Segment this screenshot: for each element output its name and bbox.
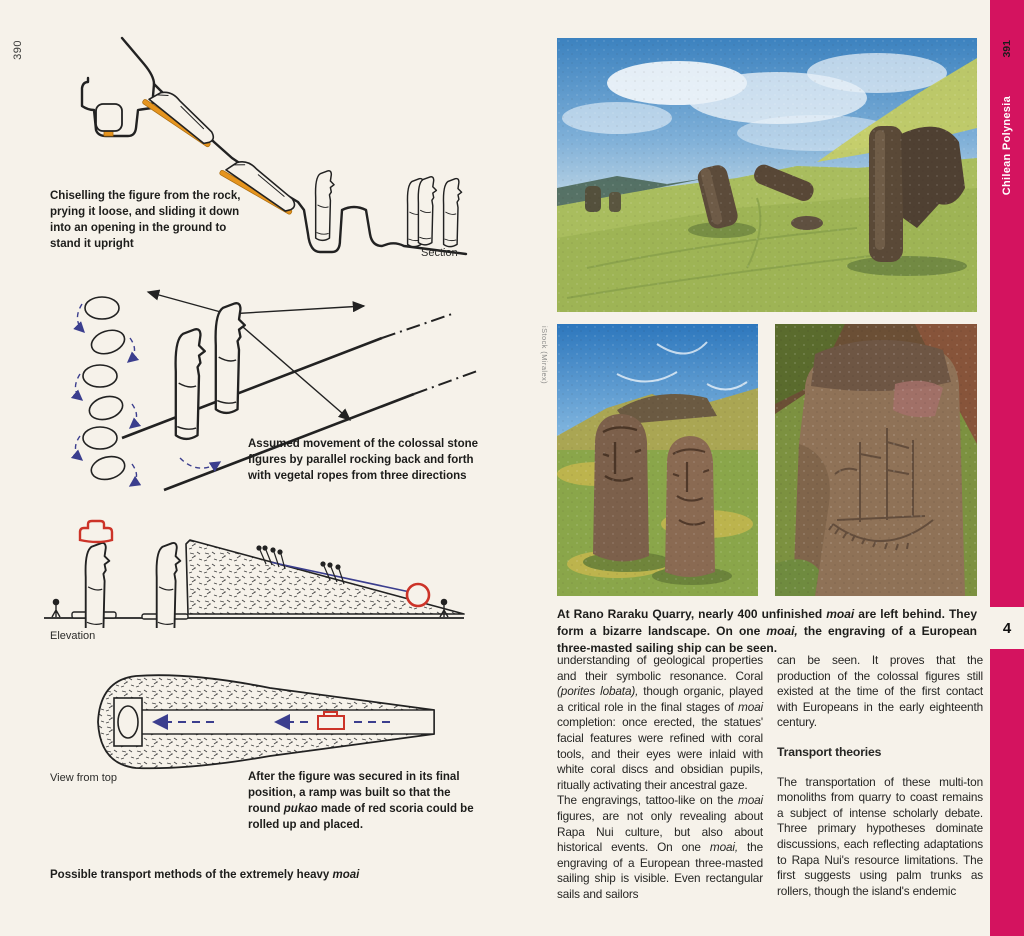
- body-column-left: [557, 653, 763, 903]
- chapter-number-text: 4: [1002, 619, 1012, 637]
- sidebar-region-label-text: Chilean Polynesia: [1001, 96, 1013, 196]
- walking-moai-icon: [176, 329, 205, 439]
- photo-rano-raraku-hillside: [557, 38, 977, 312]
- photo-two-moai: [557, 324, 758, 596]
- top-view-label: View from top: [50, 772, 118, 784]
- elevation-label: Elevation: [50, 630, 96, 642]
- photo-credit-text: iStock (Miralex): [540, 326, 549, 385]
- body-column-right: [777, 653, 983, 899]
- ramp-moai-icon: [142, 543, 188, 628]
- page-number-right-text: 391: [1001, 40, 1013, 58]
- scale-person-icon: [52, 599, 60, 617]
- moai-head-in-pit-icon: [96, 104, 122, 131]
- top-view-caption: After the figure was secured in its final position, a ramp was built so that the round pukao made of red scoria could be rolled up and placed.: [248, 771, 474, 831]
- rolling-pukao-icon: [407, 584, 429, 606]
- transport-theories-heading: Transport theories: [777, 744, 882, 759]
- page-number-left: [8, 26, 28, 74]
- moai-plan-icon: [118, 706, 138, 738]
- photo-caption: At Rano Raraku Quarry, nearly 400 unfinished moai are left behind. They form a bizarre landscape. On one moai, the engraving of a European three-masted sailing ship can be seen.: [557, 607, 977, 656]
- sidebar-region-label: [990, 76, 1024, 216]
- top-view-diagram: [90, 664, 442, 780]
- walking-moai-icon: [216, 303, 245, 413]
- photo-credit: [540, 326, 552, 436]
- rocking-diagram-caption: Assumed movement of the colossal stone figures by parallel rocking back and forth with vegetal ropes from three directions: [248, 438, 479, 482]
- paragraph: understanding of geological properties and their symbolic resonance. Coral (porites lobata), though organic, played a critical role in the final stages of moai completion: once erected, the statues' facial features were refined with coral tools, and their eyes were inlaid with white coral discs and obsidian pupils, ritually activating their ancestral gaze.: [557, 653, 763, 792]
- paragraph: can be seen. It proves that the production of the colossal figures still existed at the time of the first contact with Europeans in the early eighteenth century.: [777, 653, 983, 730]
- paragraph: The engravings, tattoo-like on the moai figures, are not only revealing about Rapa Nui culture, but also about historical events. On one moai, the engraving of a European three-masted sailing ship is visible. Even rectangular sails and sailors: [557, 793, 763, 901]
- moai-group-icon: [407, 177, 461, 247]
- finished-moai-icon: [72, 521, 116, 628]
- photo-ship-engraving: [775, 324, 977, 596]
- paragraph: The transportation of these multi-ton monoliths from quarry to coast remains a subject of intense scholarly debate. Three primary hypotheses dominate discussions, each reflecting adaptations to Rapa Nui's resource limitations. The first suggests using palm trunks as rollers, though the island's endemic: [777, 774, 983, 898]
- transport-methods-caption: Possible transport methods of the extremely heavy moai: [50, 869, 360, 881]
- section-label: Section: [421, 247, 458, 259]
- page-number-left-text: 390: [12, 40, 24, 60]
- pukao-icon: [80, 521, 112, 542]
- chapter-number-box: [990, 607, 1024, 649]
- page-number-right: [990, 24, 1024, 74]
- elevation-diagram: [38, 514, 470, 628]
- rocking-footprints-icon: [83, 297, 128, 483]
- standing-moai-icon: [316, 171, 335, 241]
- section-diagram-caption: Chiselling the figure from the rock, prying it loose, and sliding it down into an opening in the ground to stand it upright: [50, 190, 241, 250]
- sidebar-tab: [990, 0, 1024, 936]
